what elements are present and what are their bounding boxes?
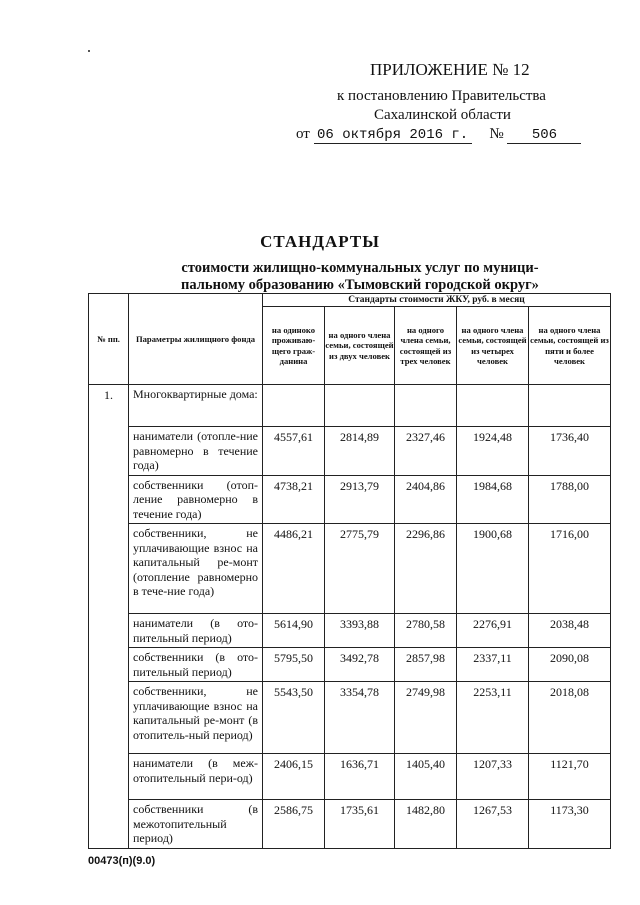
value-cell: 1716,00 — [529, 524, 611, 614]
header-family-of-three: на одного члена семьи, состоящей из трех человек — [395, 307, 457, 385]
table-row — [89, 475, 611, 524]
row-label: собственники (в межотопительный период) — [129, 800, 263, 849]
row-label: наниматели (в меж-отопительный пери-од) — [129, 754, 263, 800]
header-family-of-five-plus: на одного члена семьи, состоящей из пяти и более человек — [529, 307, 611, 385]
document-title: СТАНДАРТЫ — [260, 232, 380, 251]
value-cell: 2749,98 — [395, 682, 457, 754]
number-label: № — [489, 126, 504, 142]
table-row — [89, 754, 611, 800]
value-cell: 1900,68 — [457, 524, 529, 614]
appendix-title: ПРИЛОЖЕНИЕ № 12 — [370, 60, 530, 79]
value-cell: 1267,53 — [457, 800, 529, 849]
value-cell: 2406,15 — [263, 754, 325, 800]
value-cell: 1736,40 — [529, 427, 611, 476]
value-cell: 2296,86 — [395, 524, 457, 614]
table-row — [89, 427, 611, 476]
row-label: собственники, не уплачивающие взнос на капитальный ре-монт (отопление равномерно в тече-ние года) — [129, 524, 263, 614]
value-cell: 2327,46 — [395, 427, 457, 476]
subtitle-line-1: стоимости жилищно-коммунальных услуг по муници- — [181, 260, 539, 276]
section-label: Многоквартирные дома: — [129, 385, 263, 427]
value-cell: 5795,50 — [263, 648, 325, 682]
document-code: 00473(п)(9.0) — [88, 855, 156, 867]
value-cell: 2857,98 — [395, 648, 457, 682]
value-cell: 2404,86 — [395, 475, 457, 524]
table-row — [89, 648, 611, 682]
row-label: наниматели (отопле-ние равномерно в течение года) — [129, 427, 263, 476]
appendix-date-line — [296, 126, 581, 144]
value-cell: 2775,79 — [325, 524, 395, 614]
value-cell: 4557,61 — [263, 427, 325, 476]
header-family-of-four: на одного члена семьи, состоящей из четырех человек — [457, 307, 529, 385]
header-group-standards: Стандарты стоимости ЖКУ, руб. в месяц — [263, 294, 611, 307]
appendix-line-1: к постановлению Правительства — [337, 88, 546, 104]
value-cell: 2276,91 — [457, 614, 529, 648]
row-label: наниматели (в ото-пительный период) — [129, 614, 263, 648]
value-cell: 1482,80 — [395, 800, 457, 849]
header-single-resident: на одиноко проживаю-щего граж-данина — [263, 307, 325, 385]
decree-number: 506 — [507, 127, 581, 144]
table-row — [89, 682, 611, 754]
decree-date: 06 октября 2016 г. — [314, 127, 472, 144]
value-cell: 1636,71 — [325, 754, 395, 800]
from-label: от — [296, 126, 310, 142]
table-row — [89, 800, 611, 849]
value-cell: 1984,68 — [457, 475, 529, 524]
section-number: 1. — [89, 385, 129, 849]
value-cell: 1405,40 — [395, 754, 457, 800]
header-row-number: № пп. — [89, 294, 129, 385]
scan-speck — [88, 50, 90, 52]
header-parameters: Параметры жилищного фонда — [129, 294, 263, 385]
value-cell: 1788,00 — [529, 475, 611, 524]
document-subtitle — [140, 260, 580, 294]
value-cell: 5543,50 — [263, 682, 325, 754]
row-label: собственники (отоп-ление равномерно в течение года) — [129, 475, 263, 524]
value-cell: 2018,08 — [529, 682, 611, 754]
value-cell: 2337,11 — [457, 648, 529, 682]
header-family-of-two: на одного члена семьи, состоящей из двух человек — [325, 307, 395, 385]
value-cell: 1121,70 — [529, 754, 611, 800]
value-cell: 1735,61 — [325, 800, 395, 849]
value-cell: 2253,11 — [457, 682, 529, 754]
standards-table — [88, 293, 611, 849]
value-cell: 1173,30 — [529, 800, 611, 849]
value-cell: 5614,90 — [263, 614, 325, 648]
subtitle-line-2: пальному образованию «Тымовский городской округ» — [181, 277, 539, 293]
value-cell: 2780,58 — [395, 614, 457, 648]
table-row — [89, 524, 611, 614]
row-label: собственники (в ото-пительный период) — [129, 648, 263, 682]
value-cell: 2090,08 — [529, 648, 611, 682]
value-cell: 3393,88 — [325, 614, 395, 648]
value-cell: 2913,79 — [325, 475, 395, 524]
value-cell: 1924,48 — [457, 427, 529, 476]
value-cell: 4738,21 — [263, 475, 325, 524]
value-cell: 4486,21 — [263, 524, 325, 614]
table-row — [89, 614, 611, 648]
value-cell: 2038,48 — [529, 614, 611, 648]
appendix-line-2: Сахалинской области — [374, 107, 511, 123]
row-label: собственники, не уплачивающие взнос на капитальный ре-монт (в отопитель-ный период) — [129, 682, 263, 754]
value-cell: 3354,78 — [325, 682, 395, 754]
value-cell: 2814,89 — [325, 427, 395, 476]
value-cell: 1207,33 — [457, 754, 529, 800]
value-cell: 2586,75 — [263, 800, 325, 849]
value-cell: 3492,78 — [325, 648, 395, 682]
